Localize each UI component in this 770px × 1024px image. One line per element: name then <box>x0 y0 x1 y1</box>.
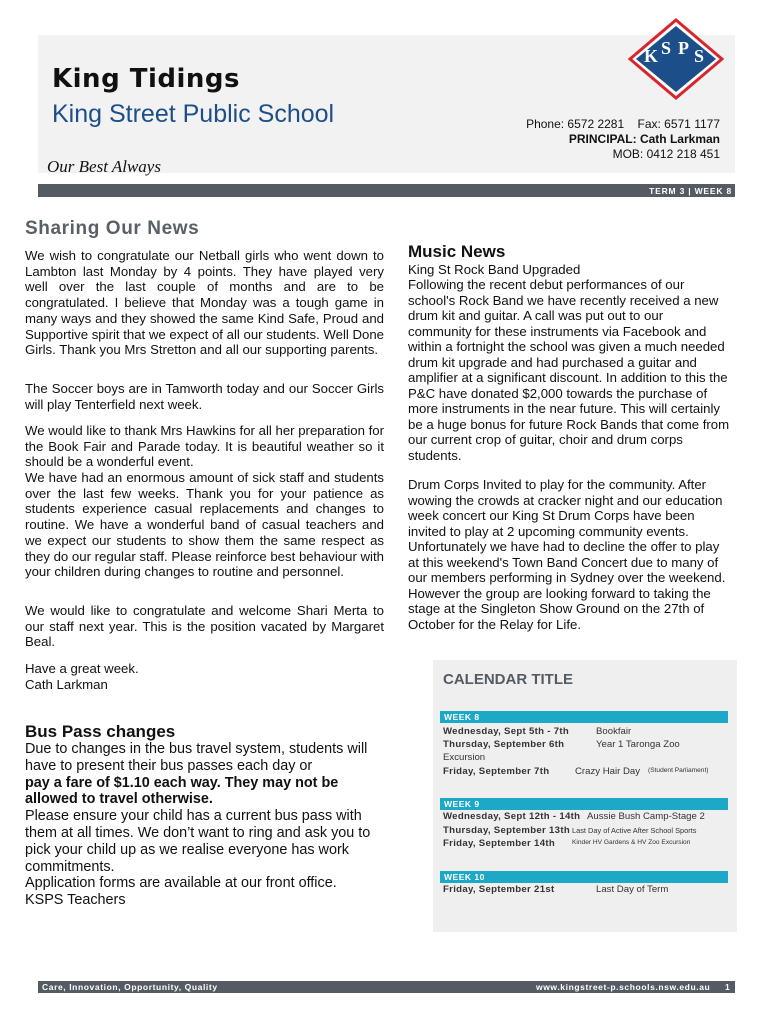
ksps-logo <box>628 18 724 100</box>
svg-text:P: P <box>678 38 689 58</box>
week8-bar <box>440 711 728 723</box>
footer-website[interactable]: www.kingstreet-p.schools.nsw.edu.au <box>536 982 711 992</box>
week8-label: WEEK 8 <box>444 712 480 722</box>
week9-date-2: Thursday, September 13th <box>443 825 570 836</box>
week9-date-3: Friday, September 14th <box>443 838 555 849</box>
week9-bar <box>440 798 728 810</box>
bus-heading: Bus Pass changes <box>25 722 176 741</box>
term-bar <box>38 184 735 197</box>
signoff-line: Have a great week. <box>25 661 139 676</box>
calendar-title: CALENDAR TITLE <box>443 671 573 688</box>
week8-date-2: Thursday, September 6th <box>443 739 565 750</box>
week9-date-1: Wednesday, Sept 12th - 14th <box>443 811 581 822</box>
svg-text:S: S <box>694 46 705 66</box>
week8-event-3: Crazy Hair Day <box>575 766 641 777</box>
soccer-paragraph: The Soccer boys are in Tamworth today and our Soccer Girls will play Tenterfield next week. <box>25 381 384 412</box>
signoff-name: Cath Larkman <box>25 677 108 692</box>
term-week-label: TERM 3 | WEEK 8 <box>649 186 732 196</box>
week8-date-1: Wednesday, Sept 5th - 7th <box>443 726 570 737</box>
svg-text:S: S <box>661 38 672 58</box>
school-motto: Our Best Always <box>47 157 161 176</box>
school-name: King Street Public School <box>52 100 335 128</box>
week10-event-1: Last Day of Term <box>596 884 669 895</box>
week8-date-3: Friday, September 7th <box>443 766 550 777</box>
mobile-number: MOB: 0412 218 451 <box>612 147 720 161</box>
week9-event-3: Kinder HV Gardens & HV Zoo Excursion <box>572 839 691 846</box>
week8-event-2: Year 1 Taronga Zoo <box>596 739 680 750</box>
week8-event-2-cont: Excursion <box>443 752 486 763</box>
bookfair-paragraph: We would like to thank Mrs Hawkins for all her preparation for the Book Fair and Parade today. It is beautiful weather so it should be a wonderful event. <box>25 423 384 470</box>
week9-event-2: Last Day of Active After School Sports <box>572 826 697 835</box>
sick-staff-paragraph: We have had an enormous amount of sick staff and students over the last few weeks. Thank you for your patience as students experience casual replacements and changes to routine. We have a wonderful band of casual teachers and we expect our students to show them the same respect as they do our regular staff. Please reinforce best behaviour with your children during changes to routine and personnel. <box>25 470 384 580</box>
drum-corps-paragraph: Drum Corps Invited to play for the community. After wowing the crowds at cracker night and our education week concert our King St Drum Corps have been invited to play at 2 upcoming community events. Unfortunately we have had to decline the offer to play at this weekend's Town Band Concert due to many of our members performing in Sydney over the weekend. However the group are looking forward to taking the stage at the Singleton Show Ground on the 27th of October for the Relay for Life. <box>408 477 726 632</box>
footer-values: Care, Innovation, Opportunity, Quality <box>42 982 218 992</box>
bus-notice <box>25 741 387 909</box>
week10-label: WEEK 10 <box>444 872 485 882</box>
phone-fax: Phone: 6572 2281 Fax: 6571 1177 <box>526 117 720 131</box>
bus-line-3: Application forms are available at our front office. <box>25 875 337 892</box>
page-number: 1 <box>725 982 731 992</box>
rock-band-paragraph: Following the recent debut performances of our school's Rock Band we have recently received a new drum kit and guitar. A call was put out to our community for these instruments via Facebook and within a fortnight the school was given a much needed drum kit upgrade and had purchased a guitar and amplifier at a significant discount. In addition to this the P&C have donated $2,000 towards the purchase of more instruments in the near future. This will certainly be a huge bonus for future Rock Bands that come from our current crop of guitar, choir and drum corps students. <box>408 277 730 463</box>
contact-block <box>526 117 720 162</box>
week9-event-1: Aussie Bush Camp-Stage 2 <box>587 811 705 822</box>
netball-paragraph: We wish to congratulate our Netball girls who went down to Lambton last Monday by 4 points. They have played very well over the last couple of months and are to be congratulated. I believe that Monday was a tough game in many ways and they showed the same Kind Safe, Proud and Supportive spirit that we expect of all our students. Well Done Girls. Thank you Mrs Stretton and all our supporting parents. <box>25 248 384 358</box>
week8-event-1: Bookfair <box>596 726 632 737</box>
week8-event-3-note: (Student Parliament) <box>648 767 709 774</box>
bus-line-2: Please ensure your child has a current bus pass with them at all times. We don’t want to ring and ask you to pick your child up as we realise everyone has work commitments. <box>25 808 371 875</box>
music-heading: Music News <box>408 242 506 261</box>
svg-text:K: K <box>644 46 659 66</box>
music-subheading: King St Rock Band Upgraded <box>408 262 581 277</box>
principal-name: PRINCIPAL: Cath Larkman <box>568 132 720 146</box>
bus-signoff: KSPS Teachers <box>25 892 126 909</box>
welcome-paragraph: We would like to congratulate and welcome Shari Merta to our staff next year. This is the position vacated by Margaret Beal. <box>25 603 384 650</box>
sharing-heading: Sharing Our News <box>25 218 200 239</box>
week9-label: WEEK 9 <box>444 799 480 809</box>
bus-fare-warning: pay a fare of $1.10 each way. They may not be allowed to travel otherwise. <box>25 774 339 808</box>
newsletter-masthead: King Tidings <box>52 64 240 94</box>
week10-date-1: Friday, September 21st <box>443 884 555 895</box>
bus-line-1: Due to changes in the bus travel system, students will have to present their bus passes each day or <box>25 741 368 774</box>
